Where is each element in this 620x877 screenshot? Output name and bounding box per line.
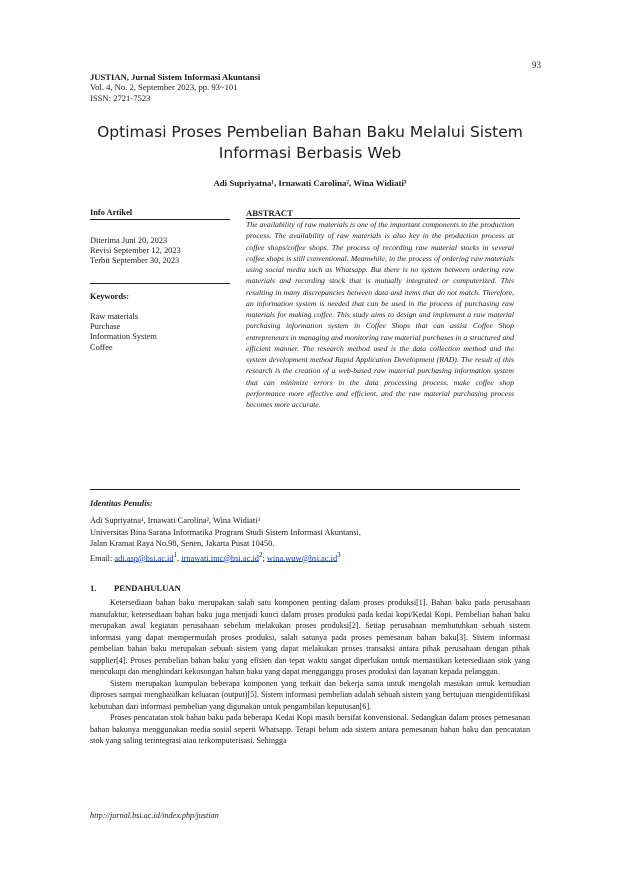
identity-institution: Universitas Bina Sarana Informatika Program Studi Sistem Informasi Akuntansi,: [90, 527, 361, 537]
abstract-text: The availability of raw materials is one of the important components in the production process. The availability of raw materials is also key in the production process at coffee shops/coffee shops. The process of recording raw material stocks in several coffee shops is still conventional. Meanwhile, in the process of ordering raw materials using social media such as Whatsapp. But there is no system between ordering raw materials and recording stock that is mutually integrated or computerized. This resulting in many discrepancies between data and items that do not match. Therefore, an information system is needed that can be used in the process of purchasing raw materials for making coffee. This study aims to design and implement a raw material purchasing information system in Coffee Shops that can assist Coffee Shop entrepreneurs in managing and monitoring raw material purchases in a structured and efficient manner. The research method used is the data collection method and the system development method Rapid Application Development (RAD). The result of this research is the creation of a web-based raw material purchasing information system that can minimize errors in the data processing process, make coffee shop performance more effective and efficient, and the raw material purchasing process becomes more accurate.: [246, 220, 514, 409]
body-paragraph: Ketersediaan bahan baku merupakan salah satu komponen penting dalam proses produksi[1]. Bahan baku pada perusahaan manufaktur, ketersediaan bahan baku juga menjadi kunci dalam proses produksi pada kedai kopi/Kedai Kopi. Pembelian bahan baku merupakan awal kegiatan perusahaan sebelum melakukan proses produksi[2]. Setiap perusahaan membutuhkan sebuah sistem informasi yang dapat mempermudah proses produksi, salah satunya pada proses pemesanan bahan baku[3]. Sistem informasi pembelian bahan baku merupakan sebuah sistem yang dapat melakukan proses transaksi antara pihak perusahaan dengan pihak supplier[4]. Proses pembelian bahan baku yang efisien dan tepat waktu sangat diperlukan untuk memastikan ketersediaan stok yang mencukupi dan menghindari kekosongan bahan baku yang dapat mengganggu proses produksi dan layanan kepada pelanggan.: [90, 598, 530, 676]
date-received: Diterima Juni 20, 2023: [90, 236, 168, 245]
email-sup-2: 2: [258, 550, 263, 559]
info-divider-mid: [90, 283, 230, 284]
info-heading: Info Artikel: [90, 208, 133, 217]
email-label: Email:: [90, 553, 113, 563]
page-number: 93: [532, 60, 541, 70]
section-number: 1.: [90, 583, 97, 593]
footer-url[interactable]: http://jurnal.bsi.ac.id/index.php/justian: [90, 811, 219, 820]
author-affiliation: [90, 515, 530, 564]
journal-header: [90, 72, 260, 103]
article-title: Optimasi Proses Pembelian Bahan Baku Melalui Sistem Informasi Berbasis Web: [97, 123, 523, 162]
info-divider-top: [90, 219, 230, 220]
email-link-3[interactable]: wina.wuw@bsi.ac.id: [266, 553, 338, 563]
keywords-heading: Keywords:: [90, 292, 130, 301]
journal-volume: Vol. 4, No. 2, September 2023, pp. 93~101: [90, 82, 238, 93]
section-divider: [90, 489, 520, 490]
keywords-list: [90, 312, 230, 353]
email-sup-1: 1: [173, 550, 178, 559]
article-dates: [90, 236, 230, 267]
body-paragraph: Proses pencatatan stok bahan baku pada beberapa Kedai Kopi masih bersifat konvensional. Sedangkan dalam proses pemesanan bahan bakunya menggunakan media sosial seperti Whatsapp. Tetapi belum ada sistem antara pemesanan bahan baku dan pencatatan stok yang saling terintegrasi atau terkomputerisasi. Sehingga: [90, 713, 530, 745]
identity-heading: Identitas Penulis:: [90, 498, 153, 508]
identity-emails: Email: $adi.asp@bsi.ac.id^1$, $irnawati.imc@bsi.ac.id^2$; $wina.wuw@bsi.ac.id^3$: [90, 550, 341, 563]
email-sup-3: 3: [337, 550, 341, 559]
keyword-item: Raw materials: [90, 312, 139, 321]
date-revised: Revisi September 12, 2023: [90, 246, 181, 256]
identity-address: Jalan Kramat Raya No.98, Senen, Jakarta Pusat 10450.: [90, 539, 275, 548]
abstract-heading: ABSTRACT: [246, 208, 293, 218]
journal-issn: ISSN: 2721-7523: [90, 92, 151, 103]
keyword-item: Purchase: [90, 322, 121, 332]
body-paragraph: Sistem merupakan kumpulan beberapa komponen yang terkait dan bekerja sama untuk mengolah masukan untuk kemudian diproses sampai menghasilkan keluaran (output)[5]. Sistem informasi pembelian adalah sebuah sistem yang bertujuan mengidentifikasi kebutuhan dari informasi pembelian yang digunakan untuk pengambilan keputusan[6].: [90, 678, 530, 711]
section-heading: [90, 583, 181, 593]
journal-name: JUSTIAN, Jurnal Sistem Informasi Akuntansi: [90, 72, 261, 82]
email-link-1[interactable]: adi.asp@bsi.ac.id: [114, 553, 174, 563]
section-body: [90, 597, 530, 747]
keyword-item: Coffee: [90, 342, 113, 352]
email-link-2[interactable]: irnawati.imc@bsi.ac.id: [181, 553, 259, 563]
identity-names: Adi Supriyatna¹, Irnawati Carolina², Wina Widiati³: [90, 516, 261, 525]
keyword-item: Information System: [90, 332, 157, 342]
date-published: Terbit September 30, 2023: [90, 256, 180, 266]
article-authors: Adi Supriyatna¹, Irnawati Carolina², Wina Widiati³: [213, 178, 407, 188]
section-title: PENDAHULUAN: [114, 583, 181, 593]
